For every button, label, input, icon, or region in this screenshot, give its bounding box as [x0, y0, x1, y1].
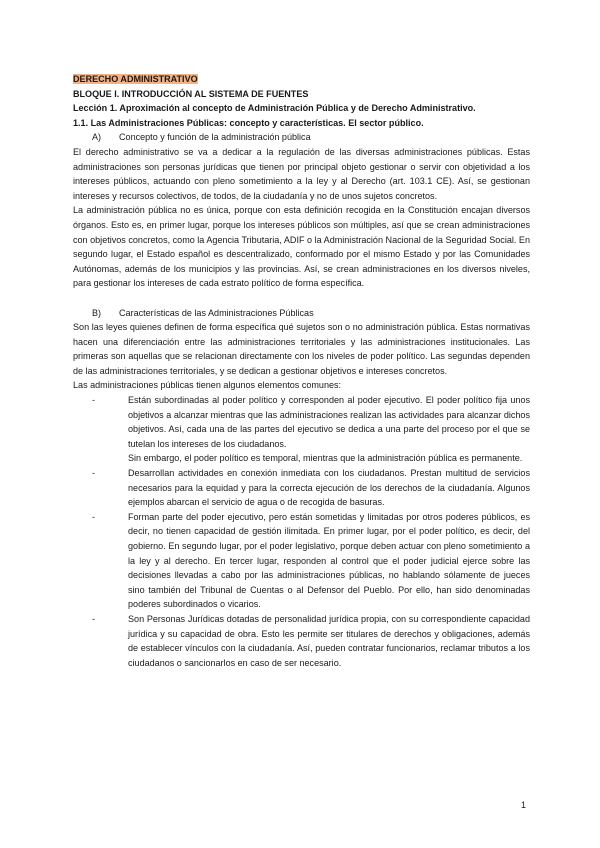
list-item	[73, 510, 530, 612]
document-title: DERECHO ADMINISTRATIVO	[73, 74, 198, 84]
subsection-a-title: Concepto y función de la administración pública	[119, 132, 311, 143]
list-item	[73, 612, 530, 670]
paragraph-1: El derecho administrativo se va a dedicar a la regulación de las diversas administraciones públicas. Estas administraciones son personas jurídicas que tienen por principal objeto gestionar o servir con objetividad a los intereses públicos, actuando con pleno sometimiento a la ley y al Derecho (art. 103.1 CE). Así, se gestionan intereses y recursos colectivos, de todos, de la ciudadanía y no de unos sujetos concretos.	[73, 146, 530, 201]
bullet-dash: -	[92, 613, 96, 624]
paragraph-4: Las administraciones públicas tienen algunos elementos comunes:	[73, 380, 342, 391]
subsection-a-heading	[92, 130, 530, 145]
list-item-text: Desarrollan actividades en conexión inmediata con los ciudadanos. Prestan multitud de servicios necesarios para la equidad y para la correcta ejecución de los derechos de la ciudadanía. Algunos ejemplos abarcan el servicio de agua o de recogida de basuras.	[128, 468, 530, 508]
section-heading: 1.1. Las Administraciones Públicas: concepto y características. El sector público.	[73, 117, 424, 128]
paragraph-3: Son las leyes quienes definen de forma específica qué sujetos son o no administración pública. Estas normativas hacen una diferenciación entre las administraciones territoriales y las administraciones institucionales. Las primeras son aquellas que se relacionan directamente con los niveles de poder político. Las segundas dependen de las administraciones territoriales, y se dedican a gestionar objetivos e intereses concretos.	[73, 322, 530, 376]
list-item-text: Forman parte del poder ejecutivo, pero están sometidas y limitadas por otros poderes públicos, es decir, no tienen capacidad de gestión ilimitada. En primer lugar, por el poder político, es decir, del gobierno. En segundo lugar, por el poder legislativo, porque deben actuar con pleno sometimiento a la ley y al derecho. En tercer lugar, responden al control que el poder judicial ejerce sobre las decisiones llevadas a cabo por las administraciones públicas, no hablando sólamente de jueces sino también del Tribunal de Cuentas o al Defensor del Pueblo. Por ello, han sido denominadas poderes subordinados o vicarios.	[128, 511, 530, 610]
document-body	[73, 72, 530, 670]
list-item	[73, 466, 530, 510]
list-item-text: Están subordinadas al poder político y corresponden al poder ejecutivo. El poder político fija unos objetivos a alcanzar mientras que las administraciones realizan las actividades para alcanzar dichos objetivos. Así, cada una de las partes del ejecutivo se dedica a una parte del proceso por el que se tutelan los intereses de los ciudadanos.	[128, 395, 530, 449]
subsection-b-heading	[92, 306, 530, 321]
list-item-continuation: Sin embargo, el poder político es temporal, mientras que la administración pública es permanente.	[128, 453, 523, 464]
list-item-text: Son Personas Jurídicas dotadas de personalidad jurídica propia, con su correspondiente capacidad jurídica y su capacidad de obra. Esto les permite ser titulares de derechos y obligaciones, además de establecer vínculos con la ciudadanía. Así, pueden contratar funcionarios, reclamar tributos a los ciudadanos o sancionarlos en caso de ser necesario.	[128, 613, 530, 668]
paragraph-2: La administración pública no es única, porque con esta definición recogida en la Constitución encajan diversos órganos. Esto es, en primer lugar, porque los intereses públicos son múltiples, así que se crean administraciones con objetivos concretos, como la Agencia Tributaria, ADIF o la Administración Nacional de la Seguridad Social. En segundo lugar, el Estado español es descentralizado, conformado por el mismo Estado y por las Comunidades Autónomas, además de los municipios y las provincias. Así, se crean administraciones en los diversos niveles, para gestionar los intereses de cada estrato político de forma específica.	[73, 205, 530, 289]
lesson-heading: Lección 1. Aproximación al concepto de Administración Pública y de Derecho Administrativo.	[73, 103, 476, 114]
page-number: 1	[521, 800, 527, 810]
block-heading: BLOQUE I. INTRODUCCIÓN AL SISTEMA DE FUENTES	[73, 88, 309, 99]
subsection-b-title: Características de las Administraciones Públicas	[119, 307, 314, 318]
subsection-a-label: A)	[92, 132, 102, 143]
list-item	[73, 393, 530, 451]
subsection-b-label: B)	[92, 307, 102, 318]
bullet-dash: -	[92, 468, 96, 479]
bullet-dash: -	[92, 395, 96, 406]
bullet-dash: -	[92, 511, 96, 522]
